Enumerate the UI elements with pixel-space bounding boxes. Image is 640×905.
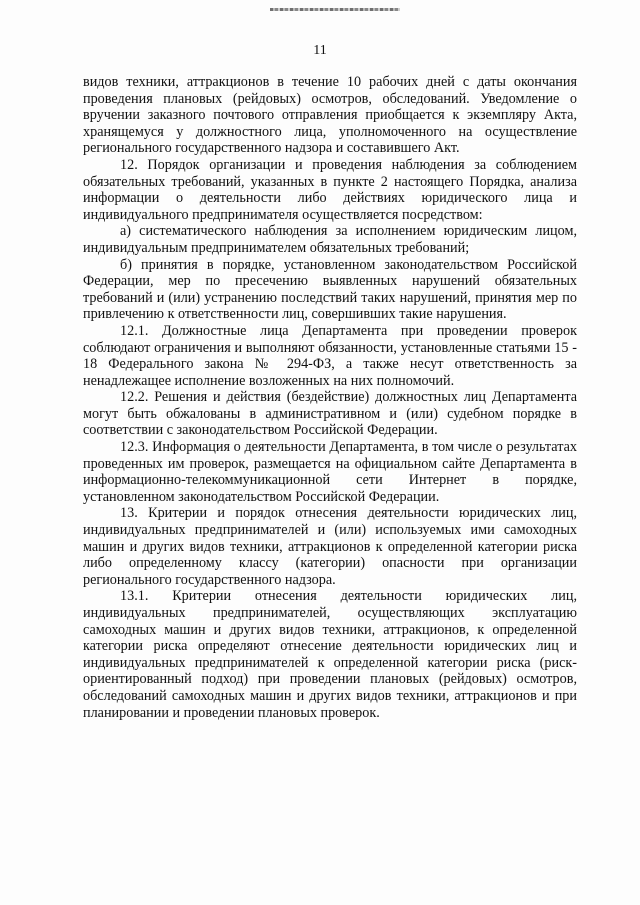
header-stamp-mark [270,8,400,11]
paragraph-12-b: б) принятия в порядке, установленном законодательством Российской Федерации, мер по пресечению выявленных нарушений обязательных требований и (или) устранению последствий таких нарушений, принятия мер по привлечению к ответственности лиц, совершивших такие нарушения. [83,256,577,323]
paragraph-12-3: 12.3. Информация о деятельности Департамента, в том числе о результатах проведенных им проверок, размещается на официальном сайте Департамента в информационно-телекоммуникационной сети Интернет в порядке, установленном законодательством Российской Федерации. [83,439,577,505]
document-body [83,74,577,721]
paragraph-13-1: 13.1. Критерии отнесения деятельности юридических лиц, индивидуальных предпринимателей, осуществляющих эксплуатацию самоходных машин и других видов техники, аттракционов, к определенной категории риска определяют отнесение деятельности юридических лиц и индивидуальных предпринимателей к определенной категории риска (риск-ориентированный подход) при проведении плановых (рейдовых) осмотров, обследований самоходных машин и других видов техники, аттракционов и при планировании и проведении плановых проверок. [83,588,577,721]
paragraph-12-a: а) систематического наблюдения за исполнением юридическим лицом, индивидуальным предпринимателем обязательных требований; [83,223,577,256]
page-number: 11 [313,43,327,58]
paragraph-13: 13. Критерии и порядок отнесения деятельности юридических лиц, индивидуальных предпринимателей и (или) используемых ими самоходных машин и других видов техники, аттракционов к определенной категории риска либо определенному классу (категории) опасности при организации регионального государственного надзора. [83,505,577,588]
header-stamp [270,4,400,14]
paragraph-12: 12. Порядок организации и проведения наблюдения за соблюдением обязательных требований, указанных в пункте 2 настоящего Порядка, анализа информации о деятельности либо действиях юридического лица и индивидуального предпринимателя осуществляется посредством: [83,156,577,223]
paragraph-12-2: 12.2. Решения и действия (бездействие) должностных лиц Департамента могут быть обжалованы в административном и (или) судебном порядке в соответствии с законодательством Российской Федерации. [83,389,577,439]
paragraph-continuation: видов техники, аттракционов в течение 10 рабочих дней с даты окончания проведения плановых (рейдовых) осмотров, обследований. Уведомление о вручении заказного почтового отправления приобщается к экземпляру Акта, хранящемуся у должностного лица, уполномоченного на осуществление регионального государственного надзора и составившего Акт. [83,74,577,157]
paragraph-12-1: 12.1. Должностные лица Департамента при проведении проверок соблюдают ограничения и выполняют обязанности, установленные статьями 15 - 18 Федерального закона № 294-ФЗ, а также несут ответственность за ненадлежащее исполнение возложенных на них полномочий. [83,322,577,389]
